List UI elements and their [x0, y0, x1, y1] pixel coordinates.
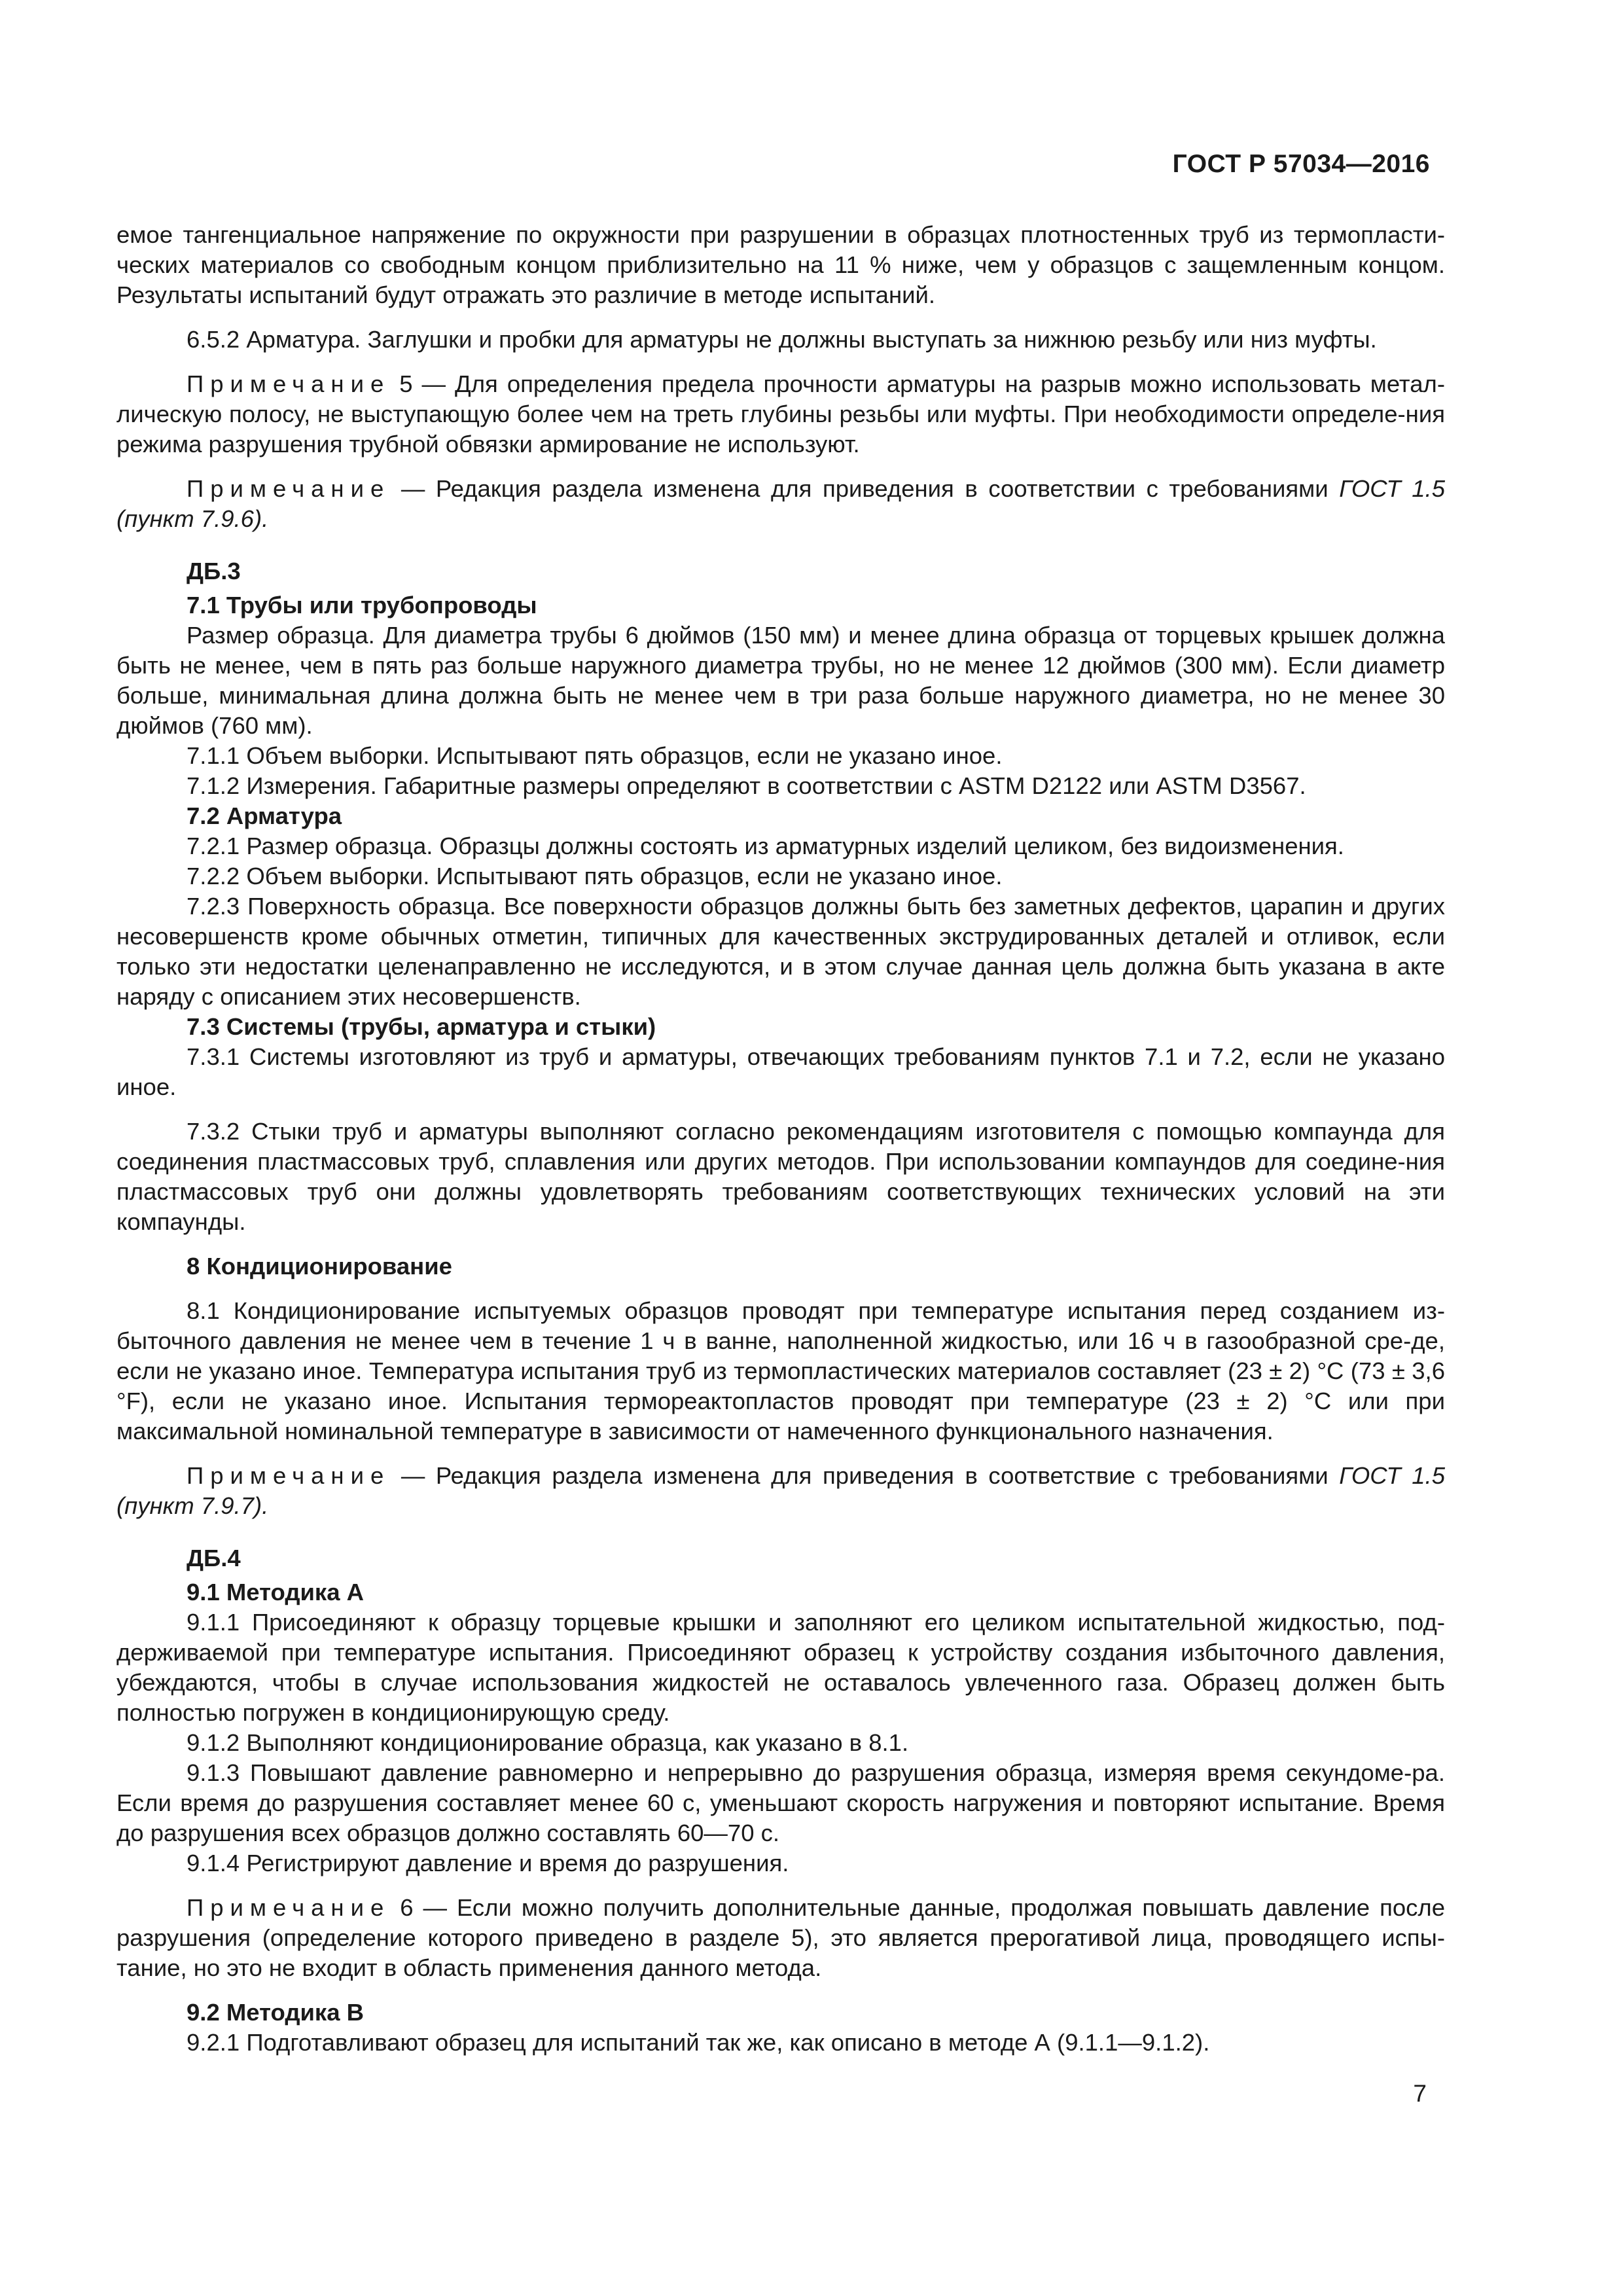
paragraph-7-2-2: 7.2.2 Объем выборки. Испытывают пять образцов, если не указано иное.	[187, 863, 1003, 889]
note-5-text: 5 — Для определения предела прочности арматуры на разрыв можно использовать метал-лическую полосу, не выступающую более чем на треть глубины резьбы или муфты. При необходимости определе-ния режима разрушения трубной обвязки армирование не используют.	[116, 370, 1445, 457]
note-editorial-1-reference: ГОСТ 1.5 (пункт 7.9.6).	[116, 475, 1445, 532]
paragraph-9-1-2: 9.1.2 Выполняют кондиционирование образца, как указано в 8.1.	[187, 1729, 909, 1756]
note-6-label: Примечание	[187, 1894, 391, 1921]
note-editorial-1	[116, 474, 1445, 534]
document-id-header: ГОСТ Р 57034—2016	[1172, 150, 1430, 178]
paragraph-7-3-1: 7.3.1 Системы изготовляют из труб и арматуры, отвечающих требованиям пунктов 7.1 и 7.2, если не указано иное.	[116, 1043, 1445, 1100]
heading-9-1: 9.1 Методика А	[187, 1579, 364, 1605]
paragraph-9-2-1: 9.2.1 Подготавливают образец для испытаний так же, как описано в методе А (9.1.1—9.1.2).	[187, 2029, 1210, 2056]
heading-7-2: 7.2 Арматура	[187, 802, 342, 829]
paragraph-7-3-2: 7.3.2 Стыки труб и арматуры выполняют согласно рекомендациям изготовителя с помощью компаунда для соединения пластмассовых труб, сплавления или других методов. При использовании компаундов для соедине-ния пластмассовых труб они должны удовлетворять требованиям соответствующих технических условий на эти компаунды.	[116, 1118, 1445, 1235]
heading-7-1: 7.1 Трубы или трубопроводы	[187, 592, 537, 619]
note-6	[116, 1893, 1445, 1983]
paragraph-7-2-3: 7.2.3 Поверхность образца. Все поверхности образцов должны быть без заметных дефектов, царапин и других несовершенств кроме обычных отметин, типичных для качественных экструдированных деталей и отливок, если только эти недостатки целенаправленно не исследуются, и в этом случае данная цель должна быть указана в акте наряду с описанием этих несовершенств.	[116, 893, 1445, 1010]
page-number: 7	[1413, 2080, 1427, 2107]
paragraph-6-5-2: 6.5.2 Арматура. Заглушки и пробки для арматуры не должны выступать за нижнюю резьбу или низ муфты.	[187, 326, 1377, 353]
paragraph-7-1-2: 7.1.2 Измерения. Габаритные размеры определяют в соответствии с ASTM D2122 или ASTM D3567.	[187, 772, 1306, 799]
paragraph-intro-continuation: емое тангенциальное напряжение по окружности при разрушении в образцах плотностенных труб из термопласти-ческих материалов со свободным концом приблизительно на 11 % ниже, чем у образцов с защемленным концом. Результаты испытаний будут отражать это различие в методе испытаний.	[116, 221, 1445, 308]
note-editorial-2	[116, 1461, 1445, 1521]
note-editorial-1-text: — Редакция раздела изменена для приведения в соответствии с требованиями	[390, 475, 1340, 502]
document-body	[116, 220, 1445, 2058]
paragraph-7-1: Размер образца. Для диаметра трубы 6 дюймов (150 мм) и менее длина образца от торцевых крышек должна быть не менее, чем в пять раз больше наружного диаметра трубы, но не менее 12 дюймов (300 мм). Если диаметр больше, минимальная длина должна быть не менее чем в три раза больше наружного диаметра, но не менее 30 дюймов (760 мм).	[116, 622, 1445, 739]
paragraph-9-1-1: 9.1.1 Присоединяют к образцу торцевые крышки и заполняют его целиком испытательной жидкостью, под-держиваемой при температуре испытания. Присоединяют образец к устройству создания избыточного давления, убеждаются, чтобы в случае использования жидкостей не оставалось увлеченного газа. Образец должен быть полностью погружен в кондиционирующую среду.	[116, 1609, 1445, 1726]
note-editorial-1-label: Примечание	[187, 475, 391, 502]
paragraph-8-1: 8.1 Кондиционирование испытуемых образцов проводят при температуре испытания перед созданием из-быточного давления не менее чем в течение 1 ч в ванне, наполненной жидкостью, или 16 ч в газообразной сре-де, если не указано иное. Температура испытания труб из термопластических материалов составляет (23 ± 2) °С (73 ± 3,6 °F), если не указано иное. Испытания термореактопластов проводят при температуре (23 ± 2) °С или при максимальной номинальной температуре в зависимости от намеченного функционального назначения.	[116, 1297, 1445, 1444]
paragraph-9-1-4: 9.1.4 Регистрируют давление и время до разрушения.	[187, 1850, 789, 1876]
section-heading-db4: ДБ.4	[187, 1545, 241, 1571]
note-5-label: Примечание	[187, 370, 391, 397]
note-editorial-2-reference: ГОСТ 1.5 (пункт 7.9.7).	[116, 1462, 1446, 1519]
paragraph-9-1-3: 9.1.3 Повышают давление равномерно и непрерывно до разрушения образца, измеряя время секундоме-ра. Если время до разрушения составляет менее 60 с, уменьшают скорость нагружения и повторяют испытание. Время до разрушения всех образцов должно составлять 60—70 с.	[116, 1759, 1445, 1846]
heading-7-3: 7.3 Системы (трубы, арматура и стыки)	[187, 1013, 656, 1040]
note-editorial-2-label: Примечание	[187, 1462, 391, 1489]
note-editorial-2-text: — Редакция раздела изменена для приведения в соответствие с требованиями	[390, 1462, 1340, 1489]
section-heading-db3: ДБ.3	[187, 558, 241, 584]
note-6-text: 6 — Если можно получить дополнительные данные, продолжая повышать давление после разрушения (определение которого приведено в разделе 5), это является прерогативой лица, проводящего испы-тание, но это не входит в область применения данного метода.	[116, 1894, 1445, 1981]
note-5	[116, 369, 1445, 459]
paragraph-7-2-1: 7.2.1 Размер образца. Образцы должны состоять из арматурных изделий целиком, без видоизменения.	[187, 833, 1344, 859]
heading-9-2: 9.2 Методика В	[187, 1999, 364, 2026]
paragraph-7-1-1: 7.1.1 Объем выборки. Испытывают пять образцов, если не указано иное.	[187, 742, 1003, 769]
heading-8: 8 Кондиционирование	[187, 1253, 452, 1280]
